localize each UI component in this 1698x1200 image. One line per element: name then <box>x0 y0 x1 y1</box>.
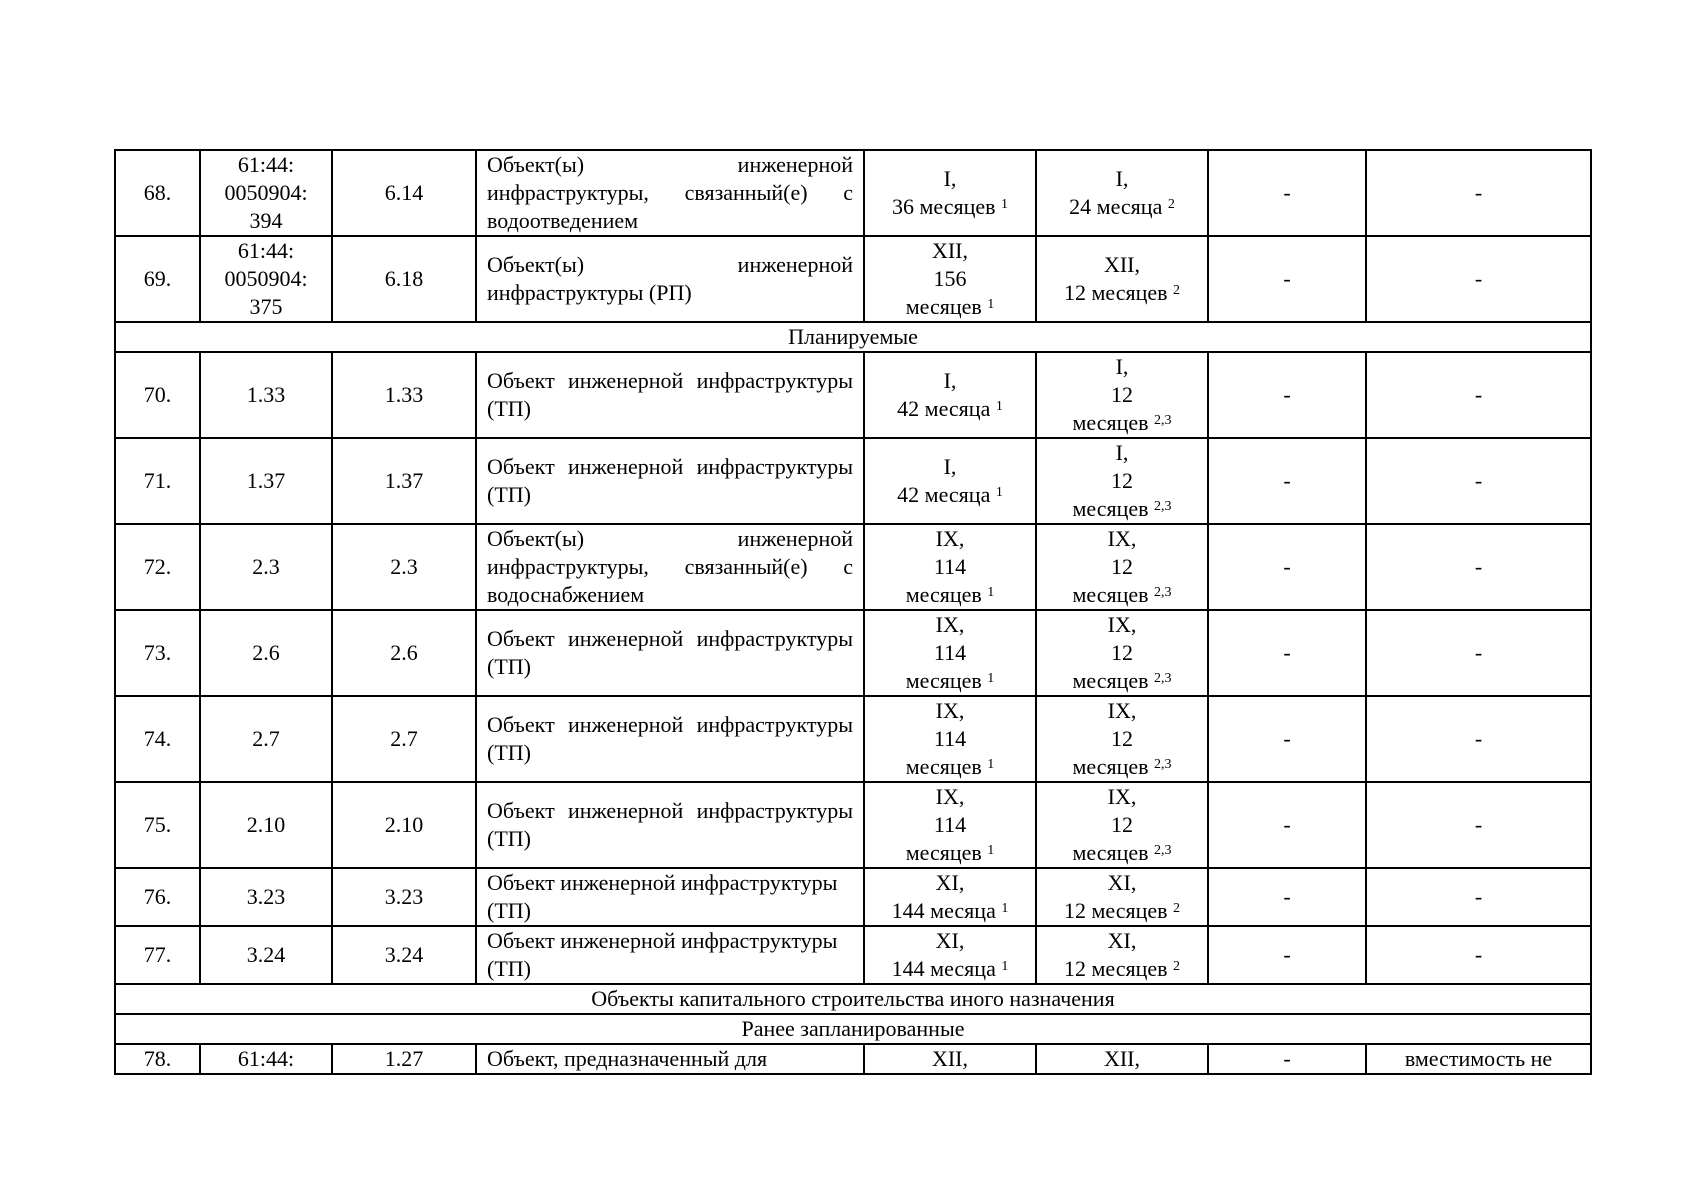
design-period <box>1036 1044 1208 1074</box>
period-line <box>1045 753 1199 781</box>
period-text: I, <box>1115 166 1129 191</box>
period-text: 114 <box>933 554 967 579</box>
period-text: 12 месяцев <box>1063 280 1168 305</box>
column-7-value: - <box>1208 696 1366 782</box>
period-line <box>873 193 1027 221</box>
design-period <box>1036 524 1208 610</box>
footnote-mark: 2,3 <box>1154 585 1172 600</box>
period-text: месяцев <box>905 668 982 693</box>
period-text: IX, <box>935 526 965 551</box>
period-line <box>873 869 1027 897</box>
cadastral-line: 2.10 <box>246 812 286 837</box>
column-8-value: - <box>1366 610 1591 696</box>
section-row <box>115 1014 1591 1044</box>
row-number: 74. <box>115 696 200 782</box>
period-line <box>1045 439 1199 467</box>
table-row <box>115 236 1591 322</box>
footnote-mark: 1 <box>987 843 995 858</box>
object-description: Объект инженерной инфраструктуры (ТП) <box>476 782 864 868</box>
period-text: XI, <box>935 870 965 895</box>
object-description: Объект(ы) инженерной инфраструктуры (РП) <box>476 236 864 322</box>
column-8-value: - <box>1366 696 1591 782</box>
period-line <box>1045 1045 1199 1073</box>
period-line <box>1045 811 1199 839</box>
construction-period <box>864 438 1036 524</box>
period-text: 12 <box>1111 726 1133 751</box>
period-text: 144 месяца <box>891 898 996 923</box>
object-code: 3.23 <box>332 868 476 926</box>
construction-period <box>864 610 1036 696</box>
period-line <box>873 237 1027 265</box>
column-7-value: - <box>1208 868 1366 926</box>
construction-period <box>864 696 1036 782</box>
cadastral-line: 394 <box>249 208 283 233</box>
footnote-mark: 1 <box>1001 197 1009 212</box>
object-description: Объект(ы) инженерной инфраструктуры, связанный(е) с водоотведением <box>476 150 864 236</box>
row-number: 72. <box>115 524 200 610</box>
object-code: 6.14 <box>332 150 476 236</box>
cadastral-line: 2.6 <box>252 640 280 665</box>
column-8-value: - <box>1366 352 1591 438</box>
column-8-value: - <box>1366 438 1591 524</box>
construction-period <box>864 1044 1036 1074</box>
row-number: 73. <box>115 610 200 696</box>
table-body <box>115 150 1591 1074</box>
cadastral-line: 61:44: <box>237 152 295 177</box>
period-line <box>1045 667 1199 695</box>
design-period <box>1036 610 1208 696</box>
column-7-value: - <box>1208 150 1366 236</box>
footnote-mark: 2,3 <box>1154 843 1172 858</box>
cadastral-line: 0050904: <box>224 266 308 291</box>
section-title: Объекты капитального строительства иного назначения <box>115 984 1591 1014</box>
period-text: месяцев <box>905 840 982 865</box>
row-number: 78. <box>115 1044 200 1074</box>
object-description: Объект(ы) инженерной инфраструктуры, связанный(е) с водоснабжением <box>476 524 864 610</box>
period-line <box>873 927 1027 955</box>
design-period <box>1036 926 1208 984</box>
period-line <box>873 697 1027 725</box>
row-number: 76. <box>115 868 200 926</box>
period-text: I, <box>1115 440 1129 465</box>
period-text: 42 месяца <box>897 396 991 421</box>
period-line <box>873 525 1027 553</box>
period-line <box>873 553 1027 581</box>
design-period <box>1036 696 1208 782</box>
cadastral-number <box>200 352 332 438</box>
period-text: 12 <box>1111 812 1133 837</box>
period-line <box>873 265 1027 293</box>
cadastral-line: 0050904: <box>224 180 308 205</box>
design-period <box>1036 150 1208 236</box>
period-text: месяцев <box>1072 496 1149 521</box>
section-row <box>115 984 1591 1014</box>
period-line <box>873 165 1027 193</box>
period-text: IX, <box>935 784 965 809</box>
period-line <box>1045 839 1199 867</box>
period-line <box>1045 553 1199 581</box>
row-number: 70. <box>115 352 200 438</box>
period-text: 12 <box>1111 468 1133 493</box>
period-text: XII, <box>931 1046 969 1071</box>
cadastral-line: 61:44: <box>237 1046 295 1071</box>
period-text: IX, <box>1107 612 1137 637</box>
period-text: IX, <box>1107 784 1137 809</box>
table-row <box>115 782 1591 868</box>
period-text: месяцев <box>905 294 982 319</box>
cadastral-line: 375 <box>249 294 283 319</box>
period-text: 114 <box>933 812 967 837</box>
object-description: Объект, предназначенный для <box>476 1044 864 1074</box>
cadastral-line: 1.37 <box>246 468 286 493</box>
period-text: месяцев <box>1072 410 1149 435</box>
design-period <box>1036 236 1208 322</box>
object-description: Объект инженерной инфраструктуры (ТП) <box>476 610 864 696</box>
period-line <box>873 955 1027 983</box>
cadastral-number <box>200 696 332 782</box>
table-row <box>115 610 1591 696</box>
period-text: XII, <box>1103 252 1141 277</box>
period-text: 144 месяца <box>891 956 996 981</box>
footnote-mark: 1 <box>987 297 995 312</box>
period-text: XI, <box>1107 870 1137 895</box>
period-line <box>1045 869 1199 897</box>
period-line <box>1045 581 1199 609</box>
period-text: IX, <box>1107 698 1137 723</box>
period-text: I, <box>1115 354 1129 379</box>
footnote-mark: 2 <box>1173 959 1181 974</box>
period-text: 114 <box>933 640 967 665</box>
period-line <box>1045 927 1199 955</box>
cadastral-number <box>200 524 332 610</box>
period-line <box>1045 955 1199 983</box>
table-row <box>115 696 1591 782</box>
row-number: 77. <box>115 926 200 984</box>
period-line <box>873 639 1027 667</box>
design-period <box>1036 868 1208 926</box>
period-line <box>1045 611 1199 639</box>
period-line <box>873 293 1027 321</box>
construction-period <box>864 926 1036 984</box>
footnote-mark: 1 <box>995 485 1003 500</box>
cadastral-line: 61:44: <box>237 238 295 263</box>
footnote-mark: 1 <box>987 585 995 600</box>
table-row <box>115 150 1591 236</box>
design-period <box>1036 352 1208 438</box>
period-text: 12 <box>1111 382 1133 407</box>
period-text: I, <box>943 166 957 191</box>
column-8-value: - <box>1366 782 1591 868</box>
cadastral-line: 1.33 <box>246 382 286 407</box>
row-number: 68. <box>115 150 200 236</box>
period-text: IX, <box>935 612 965 637</box>
table-row <box>115 1044 1591 1074</box>
column-7-value: - <box>1208 352 1366 438</box>
period-line <box>873 611 1027 639</box>
cadastral-number <box>200 150 332 236</box>
column-7-value: - <box>1208 524 1366 610</box>
column-7-value: - <box>1208 236 1366 322</box>
footnote-mark: 1 <box>1001 901 1009 916</box>
table-row <box>115 926 1591 984</box>
object-code: 2.3 <box>332 524 476 610</box>
construction-period <box>864 868 1036 926</box>
period-line <box>873 667 1027 695</box>
object-code: 2.6 <box>332 610 476 696</box>
period-line <box>873 811 1027 839</box>
column-8-value: - <box>1366 868 1591 926</box>
period-text: месяцев <box>905 754 982 779</box>
period-line <box>873 481 1027 509</box>
object-description: Объект инженерной инфраструктуры (ТП) <box>476 438 864 524</box>
cadastral-line: 3.24 <box>246 942 286 967</box>
cadastral-number <box>200 926 332 984</box>
object-description: Объект инженерной инфраструктуры (ТП) <box>476 926 864 984</box>
period-text: I, <box>943 368 957 393</box>
period-text: 12 <box>1111 640 1133 665</box>
period-text: 36 месяцев <box>891 194 996 219</box>
cadastral-number <box>200 610 332 696</box>
table-row <box>115 438 1591 524</box>
construction-period <box>864 782 1036 868</box>
period-line <box>873 367 1027 395</box>
period-text: 12 месяцев <box>1063 956 1168 981</box>
object-code: 6.18 <box>332 236 476 322</box>
section-title: Ранее запланированные <box>115 1014 1591 1044</box>
column-8-value: - <box>1366 524 1591 610</box>
column-8-value: - <box>1366 150 1591 236</box>
period-line <box>1045 165 1199 193</box>
period-text: месяцев <box>1072 668 1149 693</box>
period-text: XII, <box>931 238 969 263</box>
period-line <box>1045 725 1199 753</box>
cadastral-line: 2.3 <box>252 554 280 579</box>
period-line <box>873 581 1027 609</box>
period-line <box>873 1045 1027 1073</box>
column-7-value: - <box>1208 610 1366 696</box>
construction-period <box>864 150 1036 236</box>
object-code: 1.33 <box>332 352 476 438</box>
construction-period <box>864 524 1036 610</box>
column-8-value: - <box>1366 926 1591 984</box>
footnote-mark: 1 <box>995 399 1003 414</box>
period-line <box>1045 409 1199 437</box>
period-text: 114 <box>933 726 967 751</box>
column-7-value: - <box>1208 438 1366 524</box>
construction-period <box>864 352 1036 438</box>
period-line <box>1045 697 1199 725</box>
period-line <box>1045 193 1199 221</box>
column-7-value: - <box>1208 926 1366 984</box>
construction-period <box>864 236 1036 322</box>
period-text: 12 месяцев <box>1063 898 1168 923</box>
period-line <box>873 839 1027 867</box>
object-code: 1.27 <box>332 1044 476 1074</box>
period-line <box>1045 353 1199 381</box>
period-text: XI, <box>935 928 965 953</box>
cadastral-line: 2.7 <box>252 726 280 751</box>
design-period <box>1036 438 1208 524</box>
object-description: Объект инженерной инфраструктуры (ТП) <box>476 352 864 438</box>
period-line <box>1045 279 1199 307</box>
column-8-value: вместимость не <box>1366 1044 1591 1074</box>
cadastral-number <box>200 1044 332 1074</box>
period-line <box>1045 639 1199 667</box>
period-text: месяцев <box>1072 840 1149 865</box>
period-text: месяцев <box>1072 754 1149 779</box>
period-text: 156 <box>933 266 967 291</box>
period-text: месяцев <box>1072 582 1149 607</box>
design-period <box>1036 782 1208 868</box>
period-text: 42 месяца <box>897 482 991 507</box>
period-text: I, <box>943 454 957 479</box>
footnote-mark: 1 <box>1001 959 1009 974</box>
footnote-mark: 2 <box>1173 901 1181 916</box>
row-number: 75. <box>115 782 200 868</box>
period-line <box>1045 381 1199 409</box>
cadastral-number <box>200 438 332 524</box>
period-text: 12 <box>1111 554 1133 579</box>
table-row <box>115 352 1591 438</box>
table-row <box>115 524 1591 610</box>
period-line <box>873 897 1027 925</box>
period-line <box>873 725 1027 753</box>
period-line <box>1045 495 1199 523</box>
column-7-value: - <box>1208 782 1366 868</box>
period-line <box>1045 897 1199 925</box>
period-text: IX, <box>1107 526 1137 551</box>
column-8-value: - <box>1366 236 1591 322</box>
object-code: 3.24 <box>332 926 476 984</box>
period-text: 24 месяца <box>1069 194 1163 219</box>
object-code: 2.7 <box>332 696 476 782</box>
object-description: Объект инженерной инфраструктуры (ТП) <box>476 696 864 782</box>
section-title: Планируемые <box>115 322 1591 352</box>
section-row <box>115 322 1591 352</box>
period-text: месяцев <box>905 582 982 607</box>
period-line <box>1045 467 1199 495</box>
cadastral-number <box>200 782 332 868</box>
footnote-mark: 2,3 <box>1154 671 1172 686</box>
object-code: 2.10 <box>332 782 476 868</box>
period-line <box>1045 783 1199 811</box>
object-code: 1.37 <box>332 438 476 524</box>
object-description: Объект инженерной инфраструктуры (ТП) <box>476 868 864 926</box>
footnote-mark: 2,3 <box>1154 757 1172 772</box>
period-text: XI, <box>1107 928 1137 953</box>
objects-table <box>114 149 1592 1075</box>
footnote-mark: 2,3 <box>1154 499 1172 514</box>
table-row <box>115 868 1591 926</box>
footnote-mark: 2,3 <box>1154 413 1172 428</box>
cadastral-number <box>200 236 332 322</box>
cadastral-line: 3.23 <box>246 884 286 909</box>
column-7-value: - <box>1208 1044 1366 1074</box>
period-line <box>873 783 1027 811</box>
period-line <box>873 753 1027 781</box>
cadastral-number <box>200 868 332 926</box>
period-line <box>1045 525 1199 553</box>
period-line <box>873 453 1027 481</box>
row-number: 71. <box>115 438 200 524</box>
period-text: XII, <box>1103 1046 1141 1071</box>
row-number: 69. <box>115 236 200 322</box>
period-text: IX, <box>935 698 965 723</box>
footnote-mark: 1 <box>987 671 995 686</box>
period-line <box>873 395 1027 423</box>
period-line <box>1045 251 1199 279</box>
footnote-mark: 1 <box>987 757 995 772</box>
footnote-mark: 2 <box>1167 197 1175 212</box>
footnote-mark: 2 <box>1173 283 1181 298</box>
